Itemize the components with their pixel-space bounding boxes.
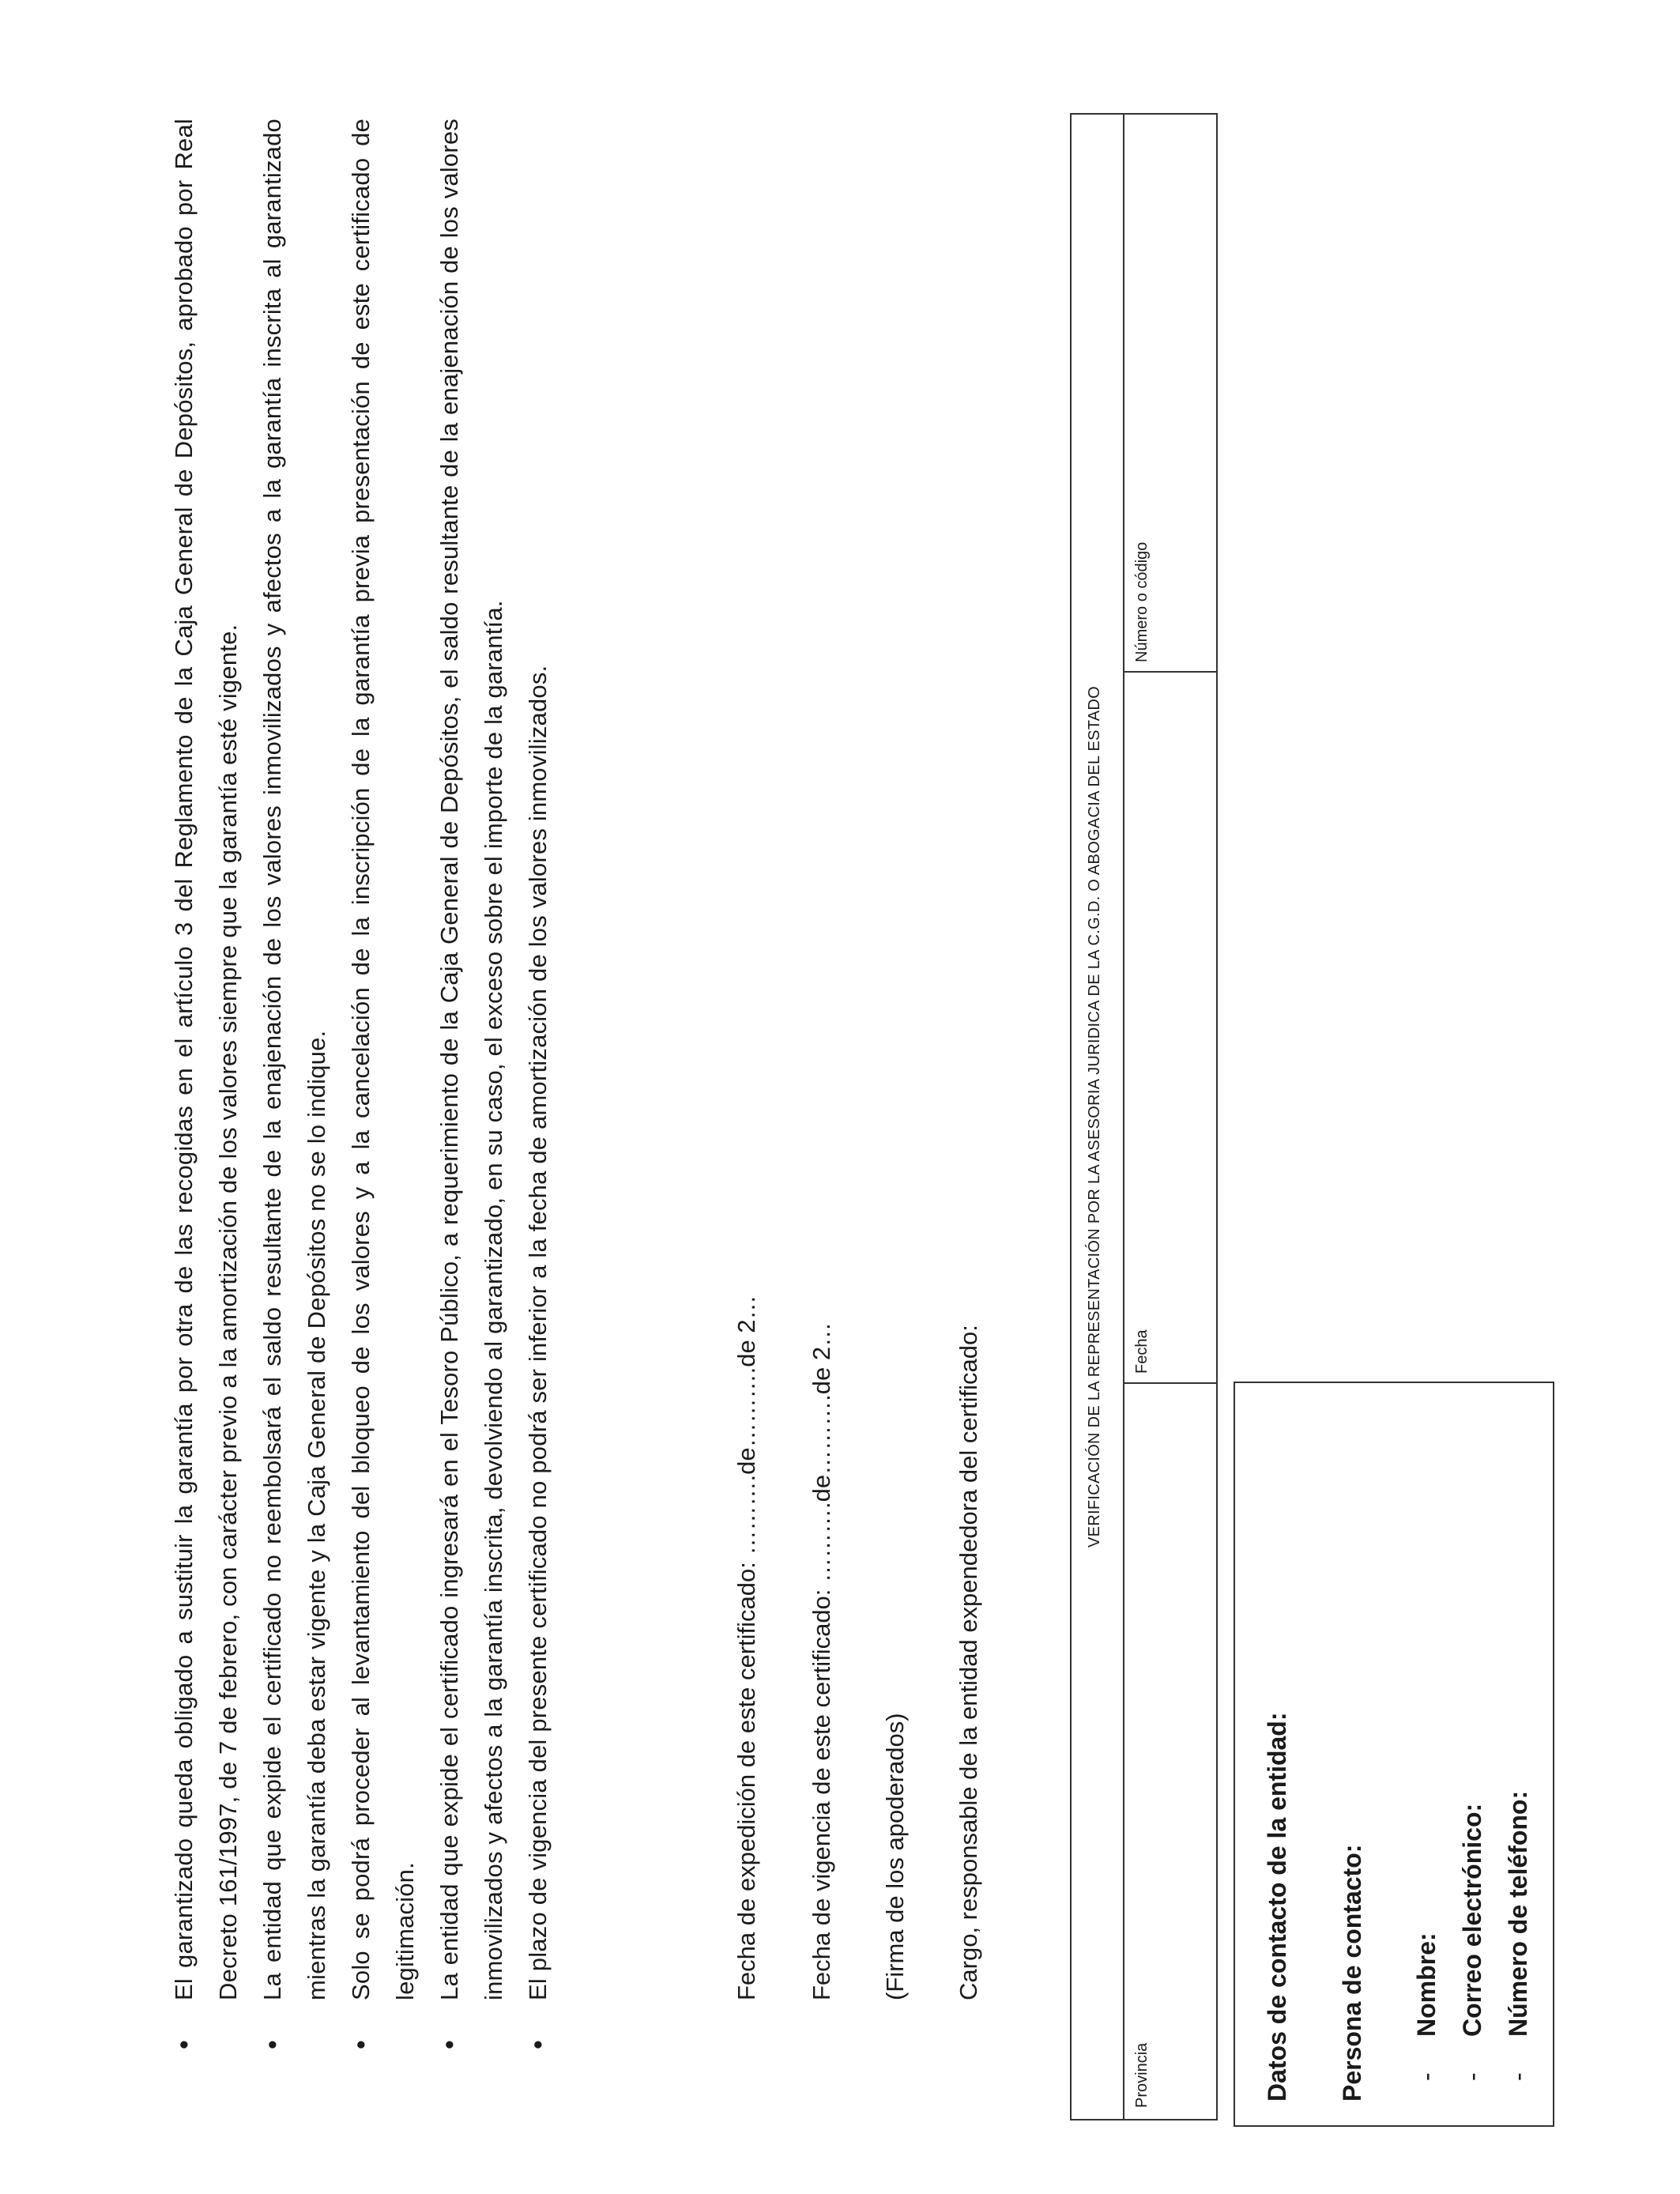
issue-date-field: Fecha de expedición de este certificado: ……….de……….de 2…: [733, 1295, 760, 2000]
condition-text: Solo se podrá proceder al levantamiento del bloqueo de los valores y a la cancelación de la inscripción de la garantía previa presentación de este certificado de legitimación.: [347, 119, 419, 2000]
fecha-cell: Fecha: [1133, 1329, 1151, 1374]
contact-email-label: Correo electrónico:: [1458, 1803, 1486, 2037]
contact-name-label: Nombre:: [1412, 1932, 1441, 2037]
verification-table: [1070, 113, 1218, 2120]
dash-marker: -: [1458, 2072, 1486, 2081]
contact-email-item: [1456, 1804, 1488, 2081]
condition-item: [339, 0, 428, 2194]
dash-marker: -: [1412, 2072, 1441, 2081]
validity-date-field: Fecha de vigencia de este certificado: ……….de……….de 2…: [808, 1321, 835, 2000]
contact-heading: Datos de contacto de la entidad:: [1263, 1712, 1291, 2102]
dash-marker: -: [1504, 2072, 1532, 2081]
provincia-cell: Provincia: [1133, 2042, 1151, 2108]
condition-item: [428, 0, 516, 2194]
bullet-icon: •: [346, 2039, 376, 2049]
condition-item: [250, 0, 339, 2194]
table-divider: [1123, 671, 1218, 673]
verification-title: VERIFICACIÓN DE LA REPRESENTACIÓN POR LA ASESORIA JURIDICA DE LA C.G.D. O ABOGACIA DEL ESTADO: [1086, 685, 1103, 1548]
table-divider: [1123, 115, 1124, 2119]
condition-text: El plazo de vigencia del presente certificado no podrá ser inferior a la fecha de amortización de los valores inmovilizados.: [524, 665, 552, 2000]
bullet-icon: •: [435, 2039, 465, 2049]
table-divider: [1123, 1382, 1218, 1384]
contact-phone-label: Número de teléfono:: [1504, 1790, 1532, 2037]
bullet-icon: •: [258, 2039, 288, 2049]
condition-item: [162, 0, 250, 2194]
contact-phone-item: [1502, 1791, 1534, 2081]
contact-person-label: Persona de contacto:: [1338, 1844, 1366, 2102]
condition-item: [516, 0, 560, 2194]
numero-cell: Número o código: [1133, 541, 1151, 662]
condition-text: La entidad que expide el certificado ingresará en el Tesoro Público, a requerimiento de la Caja General de Depósitos, el saldo resultante de la enajenación de los valores inmovilizados y afectos a la garantía inscrita, devolviendo al garantizado, en su caso, el exceso sobre el importe de la garantía.: [435, 119, 507, 2000]
signature-label: (Firma de los apoderados): [881, 1713, 909, 2000]
bullet-icon: •: [523, 2039, 553, 2049]
conditions-list: [162, 0, 560, 2194]
condition-text: El garantizado queda obligado a sustituir la garantía por otra de las recogidas en el artículo 3 del Reglamento de la Caja General de Depósitos, aprobado por Real Decreto 161/1997, de 7 de febrero, con carácter previo a la amortización de los valores siempre que la garantía esté vigente.: [170, 119, 242, 2000]
bullet-icon: •: [169, 2039, 199, 2049]
condition-text: La entidad que expide el certificado no reembolsará el saldo resultante de la enajenación de los valores inmovilizados y afectos a la garantía inscrita al garantizado mientras la garantía deba estar vigente y la Caja General de Depósitos no se lo indique.: [258, 119, 330, 2000]
contact-name-item: [1411, 1932, 1442, 2081]
position-label: Cargo, responsable de la entidad expendedora del certificado:: [955, 1325, 982, 2000]
contact-box: [1234, 1382, 1554, 2127]
